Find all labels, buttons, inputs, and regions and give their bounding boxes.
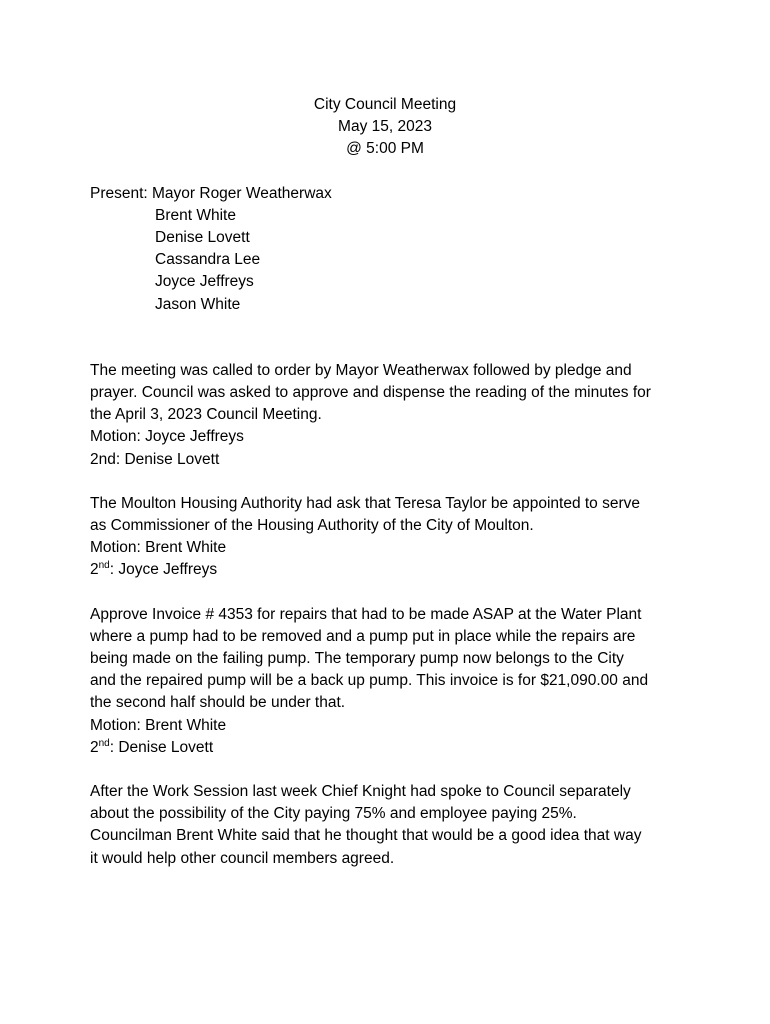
attendee: Cassandra Lee	[155, 251, 261, 269]
attendee: Brent White	[155, 206, 236, 224]
attendee: Denise Lovett	[155, 229, 250, 247]
agenda-item-housing-authority	[90, 493, 690, 582]
attendee: Jason White	[155, 295, 241, 313]
paragraph-line: The Moulton Housing Authority had ask that Teresa Taylor be appointed to serve	[90, 494, 641, 512]
motion-line: Motion: Joyce Jeffreys	[90, 428, 244, 446]
paragraph-line: as Commissioner of the Housing Authority of the City of Moulton.	[90, 517, 534, 535]
paragraph-line: where a pump had to be removed and a pump put in place while the repairs are	[90, 627, 636, 645]
second-line	[90, 737, 690, 759]
paragraph-line: Councilman Brent White said that he thought that would be a good idea that way	[90, 827, 642, 845]
paragraph-line: The meeting was called to order by Mayor Weatherwax followed by pledge and	[90, 361, 632, 379]
attendance-section	[90, 183, 690, 316]
meeting-date: May 15, 2023	[338, 118, 432, 136]
paragraph-line: Approve Invoice # 4353 for repairs that had to be made ASAP at the Water Plant	[90, 605, 642, 623]
paragraph-line: the second half should be under that.	[90, 694, 346, 712]
attendee-list	[155, 205, 690, 316]
agenda-item-minutes	[90, 360, 690, 471]
attendee: Joyce Jeffreys	[155, 273, 254, 291]
second-name: : Denise Lovett	[109, 738, 214, 756]
motion-line: Motion: Brent White	[90, 716, 227, 734]
meeting-title: City Council Meeting	[313, 96, 457, 113]
paragraph-line: prayer. Council was asked to approve and dispense the reading of the minutes for	[90, 384, 651, 402]
second-ordinal: nd	[98, 737, 110, 749]
paragraph-line: being made on the failing pump. The temporary pump now belongs to the City	[90, 650, 624, 668]
paragraph-line: the April 3, 2023 Council Meeting.	[90, 406, 322, 424]
motion-line: Motion: Brent White	[90, 539, 227, 557]
second-ordinal: nd	[98, 560, 110, 572]
attendee-mayor: Mayor Roger Weatherwax	[152, 184, 332, 202]
paragraph-line: it would help other council members agreed.	[90, 849, 395, 867]
meeting-time: @ 5:00 PM	[346, 140, 424, 158]
meeting-header	[90, 94, 680, 161]
second-number: 2	[90, 738, 99, 756]
agenda-item-invoice	[90, 604, 690, 759]
paragraph-line: After the Work Session last week Chief Knight had spoke to Council separately	[90, 783, 631, 801]
second-number: 2	[90, 561, 99, 579]
second-line	[90, 559, 690, 581]
second-name: : Joyce Jeffreys	[109, 561, 218, 579]
second-line: 2nd: Denise Lovett	[90, 450, 220, 468]
paragraph-line: about the possibility of the City paying 75% and employee paying 25%.	[90, 805, 577, 823]
agenda-item-work-session	[90, 781, 690, 870]
paragraph-line: and the repaired pump will be a back up pump. This invoice is for $21,090.00 and	[90, 672, 649, 690]
present-label: Present:	[90, 184, 148, 202]
